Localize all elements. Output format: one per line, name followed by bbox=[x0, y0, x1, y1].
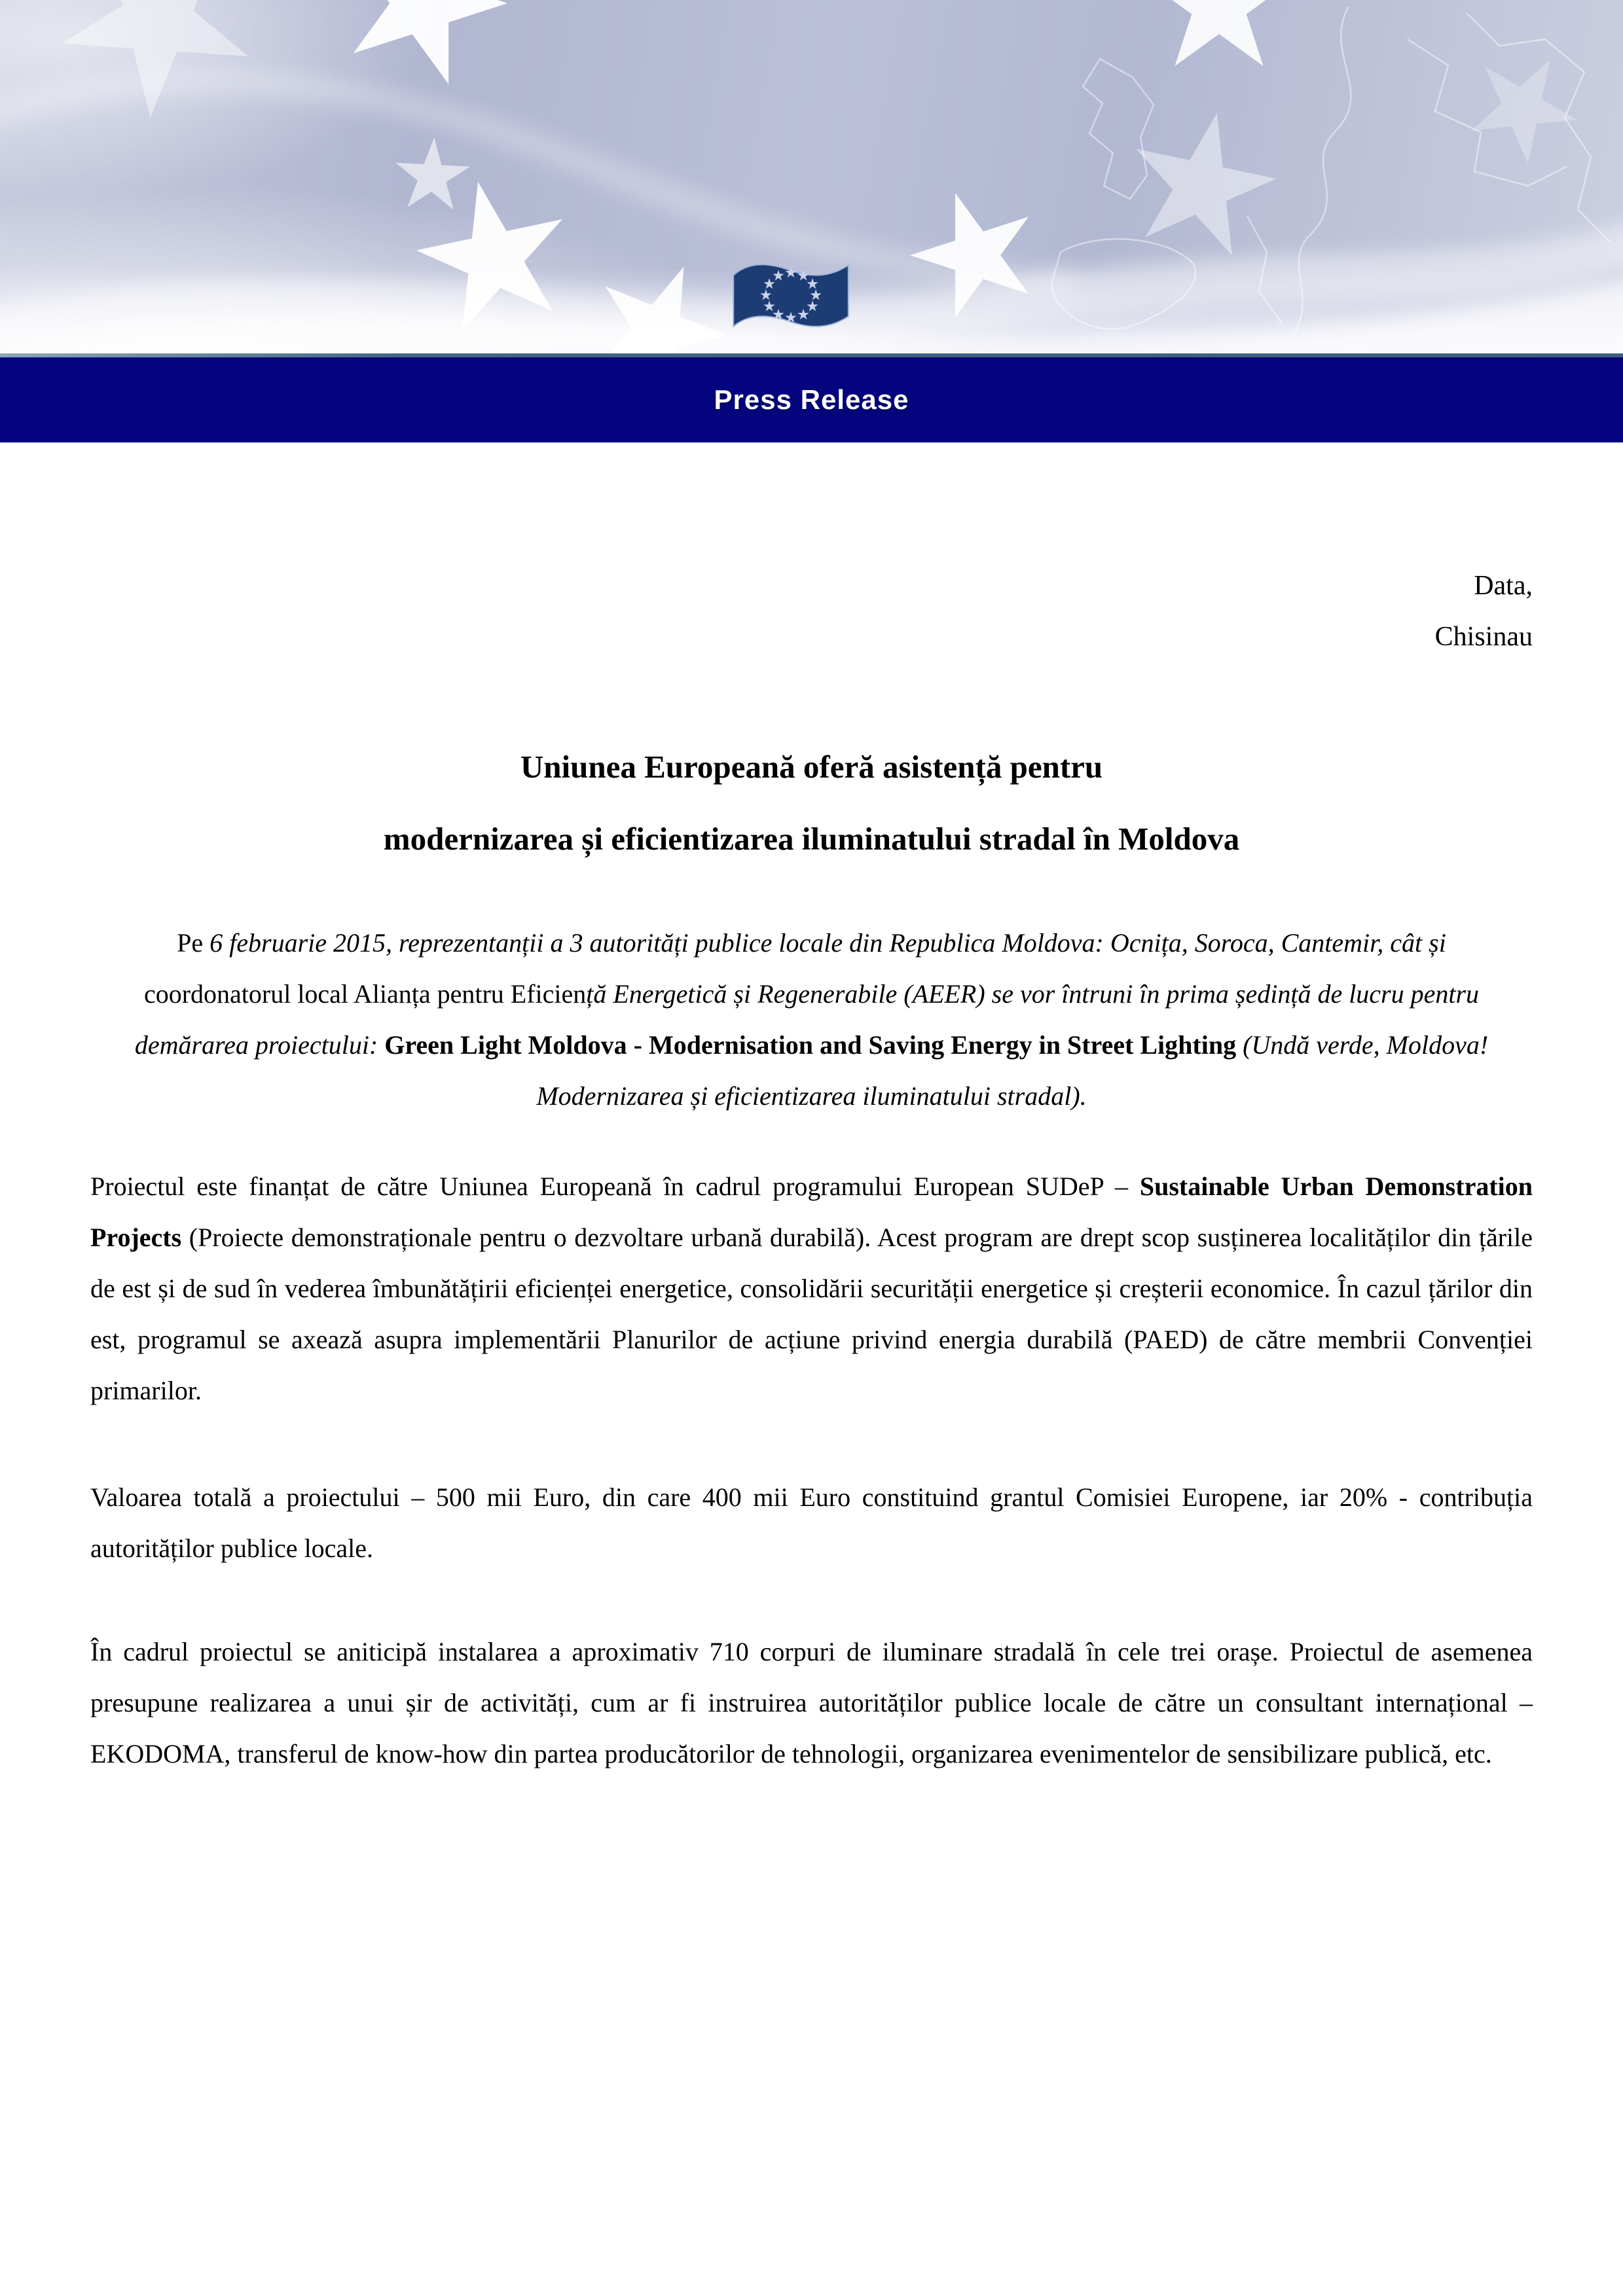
eu-flag-header-image bbox=[0, 0, 1623, 353]
dateline-city: Chisinau bbox=[1434, 622, 1533, 652]
intro-line: Pe 6 februarie 2015, reprezentanții a 3 autorități publice locale din Republica Moldova: Ocnița, Soroca, Cantemir, cât și bbox=[177, 928, 1446, 958]
document-content bbox=[0, 442, 1623, 1780]
dateline bbox=[90, 560, 1533, 662]
intro-line: demărarea proiectului: Green Light Moldova - Modernisation and Saving Energy in Street Lighting (Undă verde, Moldova! bbox=[134, 1030, 1489, 1060]
eu-flag-icon bbox=[727, 255, 855, 336]
press-release-banner bbox=[0, 357, 1623, 442]
document-title-line2: modernizarea și eficientizarea iluminatului stradal în Moldova bbox=[383, 821, 1240, 857]
intro-line: Modernizarea și eficientizarea iluminatului stradal). bbox=[536, 1081, 1087, 1111]
document-title bbox=[90, 731, 1533, 875]
banner-title: Press Release bbox=[714, 384, 909, 415]
dateline-date: Data, bbox=[1474, 571, 1533, 601]
body-paragraph-funding: Proiectul este finanțat de către Uniunea Europeană în cadrul programului European SUDeP – Sustainable Urban Demonstration Projects (Proiecte demonstraționale pentru o dezvoltare urbană durabilă). Acest program are drept scop susținerea localităților din țările de est și de sud în vederea îmbunătățirii eficienței energetice, consolidării securității energetice și creșterii economice. În cazul țărilor din est, programul se axează asupra implementării Planurilor de acțiune privind energia durabilă (PAED) de către membrii Convenției primarilor. bbox=[90, 1172, 1533, 1405]
body-paragraph-budget: Valoarea totală a proiectului – 500 mii Euro, din care 400 mii Euro constituind grantul Comisiei Europene, iar 20% - contribuția autorităților publice locale. bbox=[90, 1482, 1533, 1563]
document-title-line1: Uniunea Europeană oferă asistență pentru bbox=[520, 749, 1103, 785]
body-paragraph-activities: În cadrul proiectul se aniticipă instalarea a aproximativ 710 corpuri de iluminare stradală în cele trei orașe. Proiectul de asemenea presupune realizarea a unui șir de activități, cum ar fi instruirea autorităților publice locale de către un consultant internațional – EKODOMA, transferul de know-how din partea producătorilor de tehnologii, organizarea evenimentelor de sensibilizare publică, etc. bbox=[90, 1637, 1533, 1768]
intro-line: coordonatorul local Alianța pentru Eficiență Energetică și Regenerabile (AEER) se vor întruni în prima ședință de lucru pentru bbox=[143, 979, 1480, 1009]
intro-paragraph bbox=[90, 918, 1533, 1122]
